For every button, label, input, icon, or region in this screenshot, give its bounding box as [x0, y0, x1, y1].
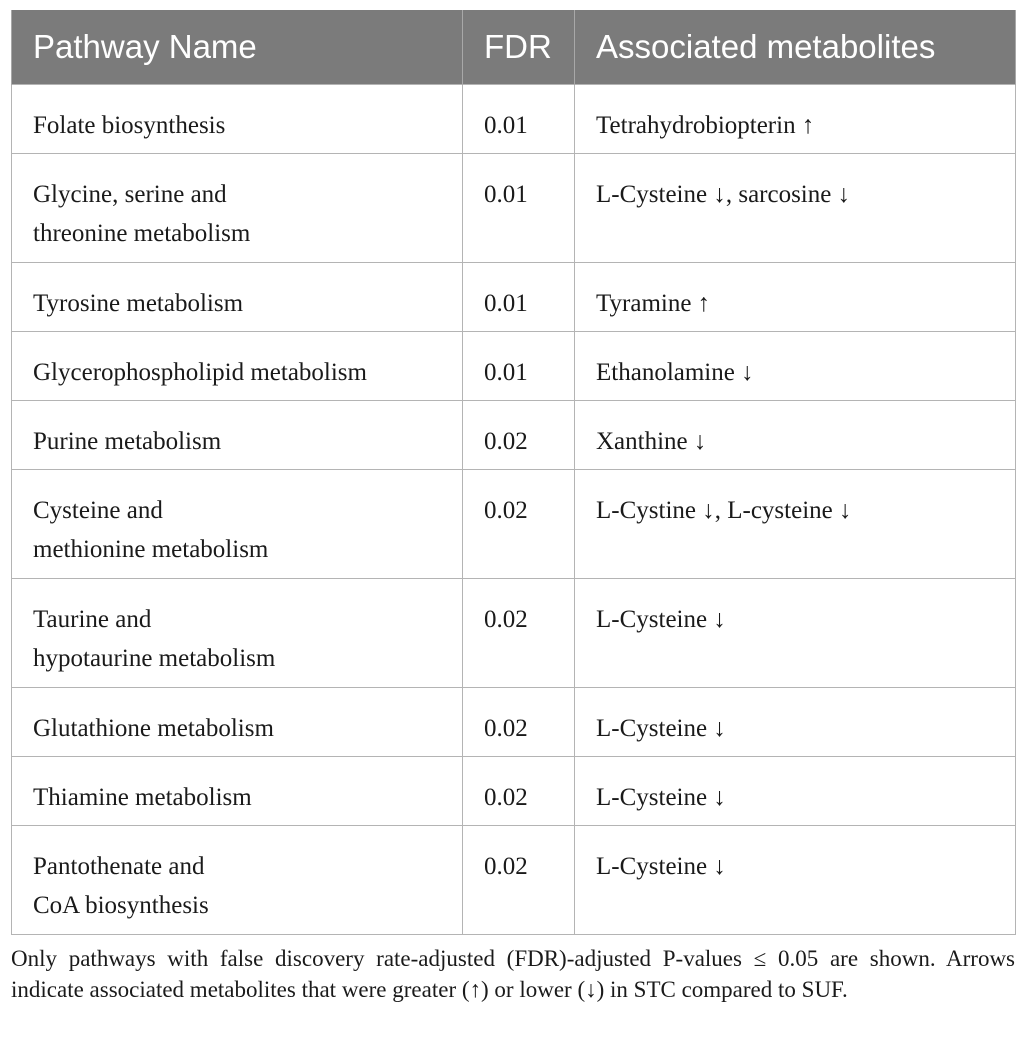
- table-header: [12, 10, 1016, 85]
- pathway-name-line: Folate biosynthesis: [33, 112, 226, 139]
- metabolites-cell: L-Cysteine ↓: [575, 826, 1016, 935]
- fdr-cell: 0.01: [463, 85, 575, 154]
- pathway-name-line: CoA biosynthesis: [33, 892, 209, 919]
- table-row: [12, 332, 1016, 401]
- pathway-table: [11, 10, 1016, 935]
- pathway-name-line: Glycine, serine and: [33, 181, 227, 208]
- fdr-cell: 0.02: [463, 826, 575, 935]
- pathway-name-line: methionine metabolism: [33, 536, 269, 563]
- fdr-cell: 0.01: [463, 154, 575, 263]
- table-row: [12, 470, 1016, 579]
- metabolites-cell: Tyramine ↑: [575, 263, 1016, 332]
- fdr-cell: 0.02: [463, 579, 575, 688]
- fdr-cell: 0.02: [463, 470, 575, 579]
- metabolites-cell: L-Cysteine ↓, sarcosine ↓: [575, 154, 1016, 263]
- pathway-name-line: Pantothenate and: [33, 853, 205, 880]
- table-row: [12, 688, 1016, 757]
- pathway-name-cell: [12, 826, 463, 935]
- table-row: [12, 85, 1016, 154]
- fdr-cell: 0.01: [463, 263, 575, 332]
- pathway-name-line: Glutathione metabolism: [33, 715, 274, 742]
- table-row: [12, 401, 1016, 470]
- metabolites-cell: L-Cysteine ↓: [575, 579, 1016, 688]
- fdr-cell: 0.02: [463, 757, 575, 826]
- metabolites-cell: Ethanolamine ↓: [575, 332, 1016, 401]
- metabolites-cell: L-Cysteine ↓: [575, 757, 1016, 826]
- pathway-name-cell: [12, 688, 463, 757]
- header-row: [12, 10, 1016, 85]
- table-row: [12, 826, 1016, 935]
- pathway-name-cell: [12, 470, 463, 579]
- fdr-cell: 0.01: [463, 332, 575, 401]
- table-row: [12, 579, 1016, 688]
- pathway-name-line: Tyrosine metabolism: [33, 290, 244, 317]
- fdr-cell: 0.02: [463, 688, 575, 757]
- pathway-name-cell: [12, 263, 463, 332]
- metabolites-cell: Tetrahydrobiopterin ↑: [575, 85, 1016, 154]
- pathway-name-cell: [12, 579, 463, 688]
- table-row: [12, 263, 1016, 332]
- metabolites-cell: Xanthine ↓: [575, 401, 1016, 470]
- header-pathway-name: Pathway Name: [12, 10, 463, 85]
- table-row: [12, 154, 1016, 263]
- metabolites-cell: L-Cysteine ↓: [575, 688, 1016, 757]
- pathway-name-line: Glycerophospholipid metabolism: [33, 359, 367, 386]
- pathway-table-container: [11, 10, 1015, 935]
- pathway-name-line: hypotaurine metabolism: [33, 645, 276, 672]
- metabolites-cell: L-Cystine ↓, L-cysteine ↓: [575, 470, 1016, 579]
- pathway-name-line: threonine metabolism: [33, 220, 251, 247]
- pathway-name-line: Thiamine metabolism: [33, 784, 252, 811]
- header-associated-metabolites: Associated metabolites: [575, 10, 1016, 85]
- header-fdr: FDR: [463, 10, 575, 85]
- fdr-cell: 0.02: [463, 401, 575, 470]
- pathway-name-cell: [12, 85, 463, 154]
- pathway-name-line: Cysteine and: [33, 497, 163, 524]
- table-footnote: Only pathways with false discovery rate-adjusted (FDR)-adjusted P-values ≤ 0.05 are shown. Arrows indicate associated metabolites that were greater (↑) or lower (↓) in STC compared to SUF.: [11, 946, 1015, 1002]
- pathway-name-cell: [12, 757, 463, 826]
- pathway-name-cell: [12, 332, 463, 401]
- pathway-name-line: Purine metabolism: [33, 428, 222, 455]
- pathway-name-cell: [12, 401, 463, 470]
- pathway-name-line: Taurine and: [33, 606, 152, 633]
- table-row: [12, 757, 1016, 826]
- pathway-name-cell: [12, 154, 463, 263]
- table-body: [12, 85, 1016, 935]
